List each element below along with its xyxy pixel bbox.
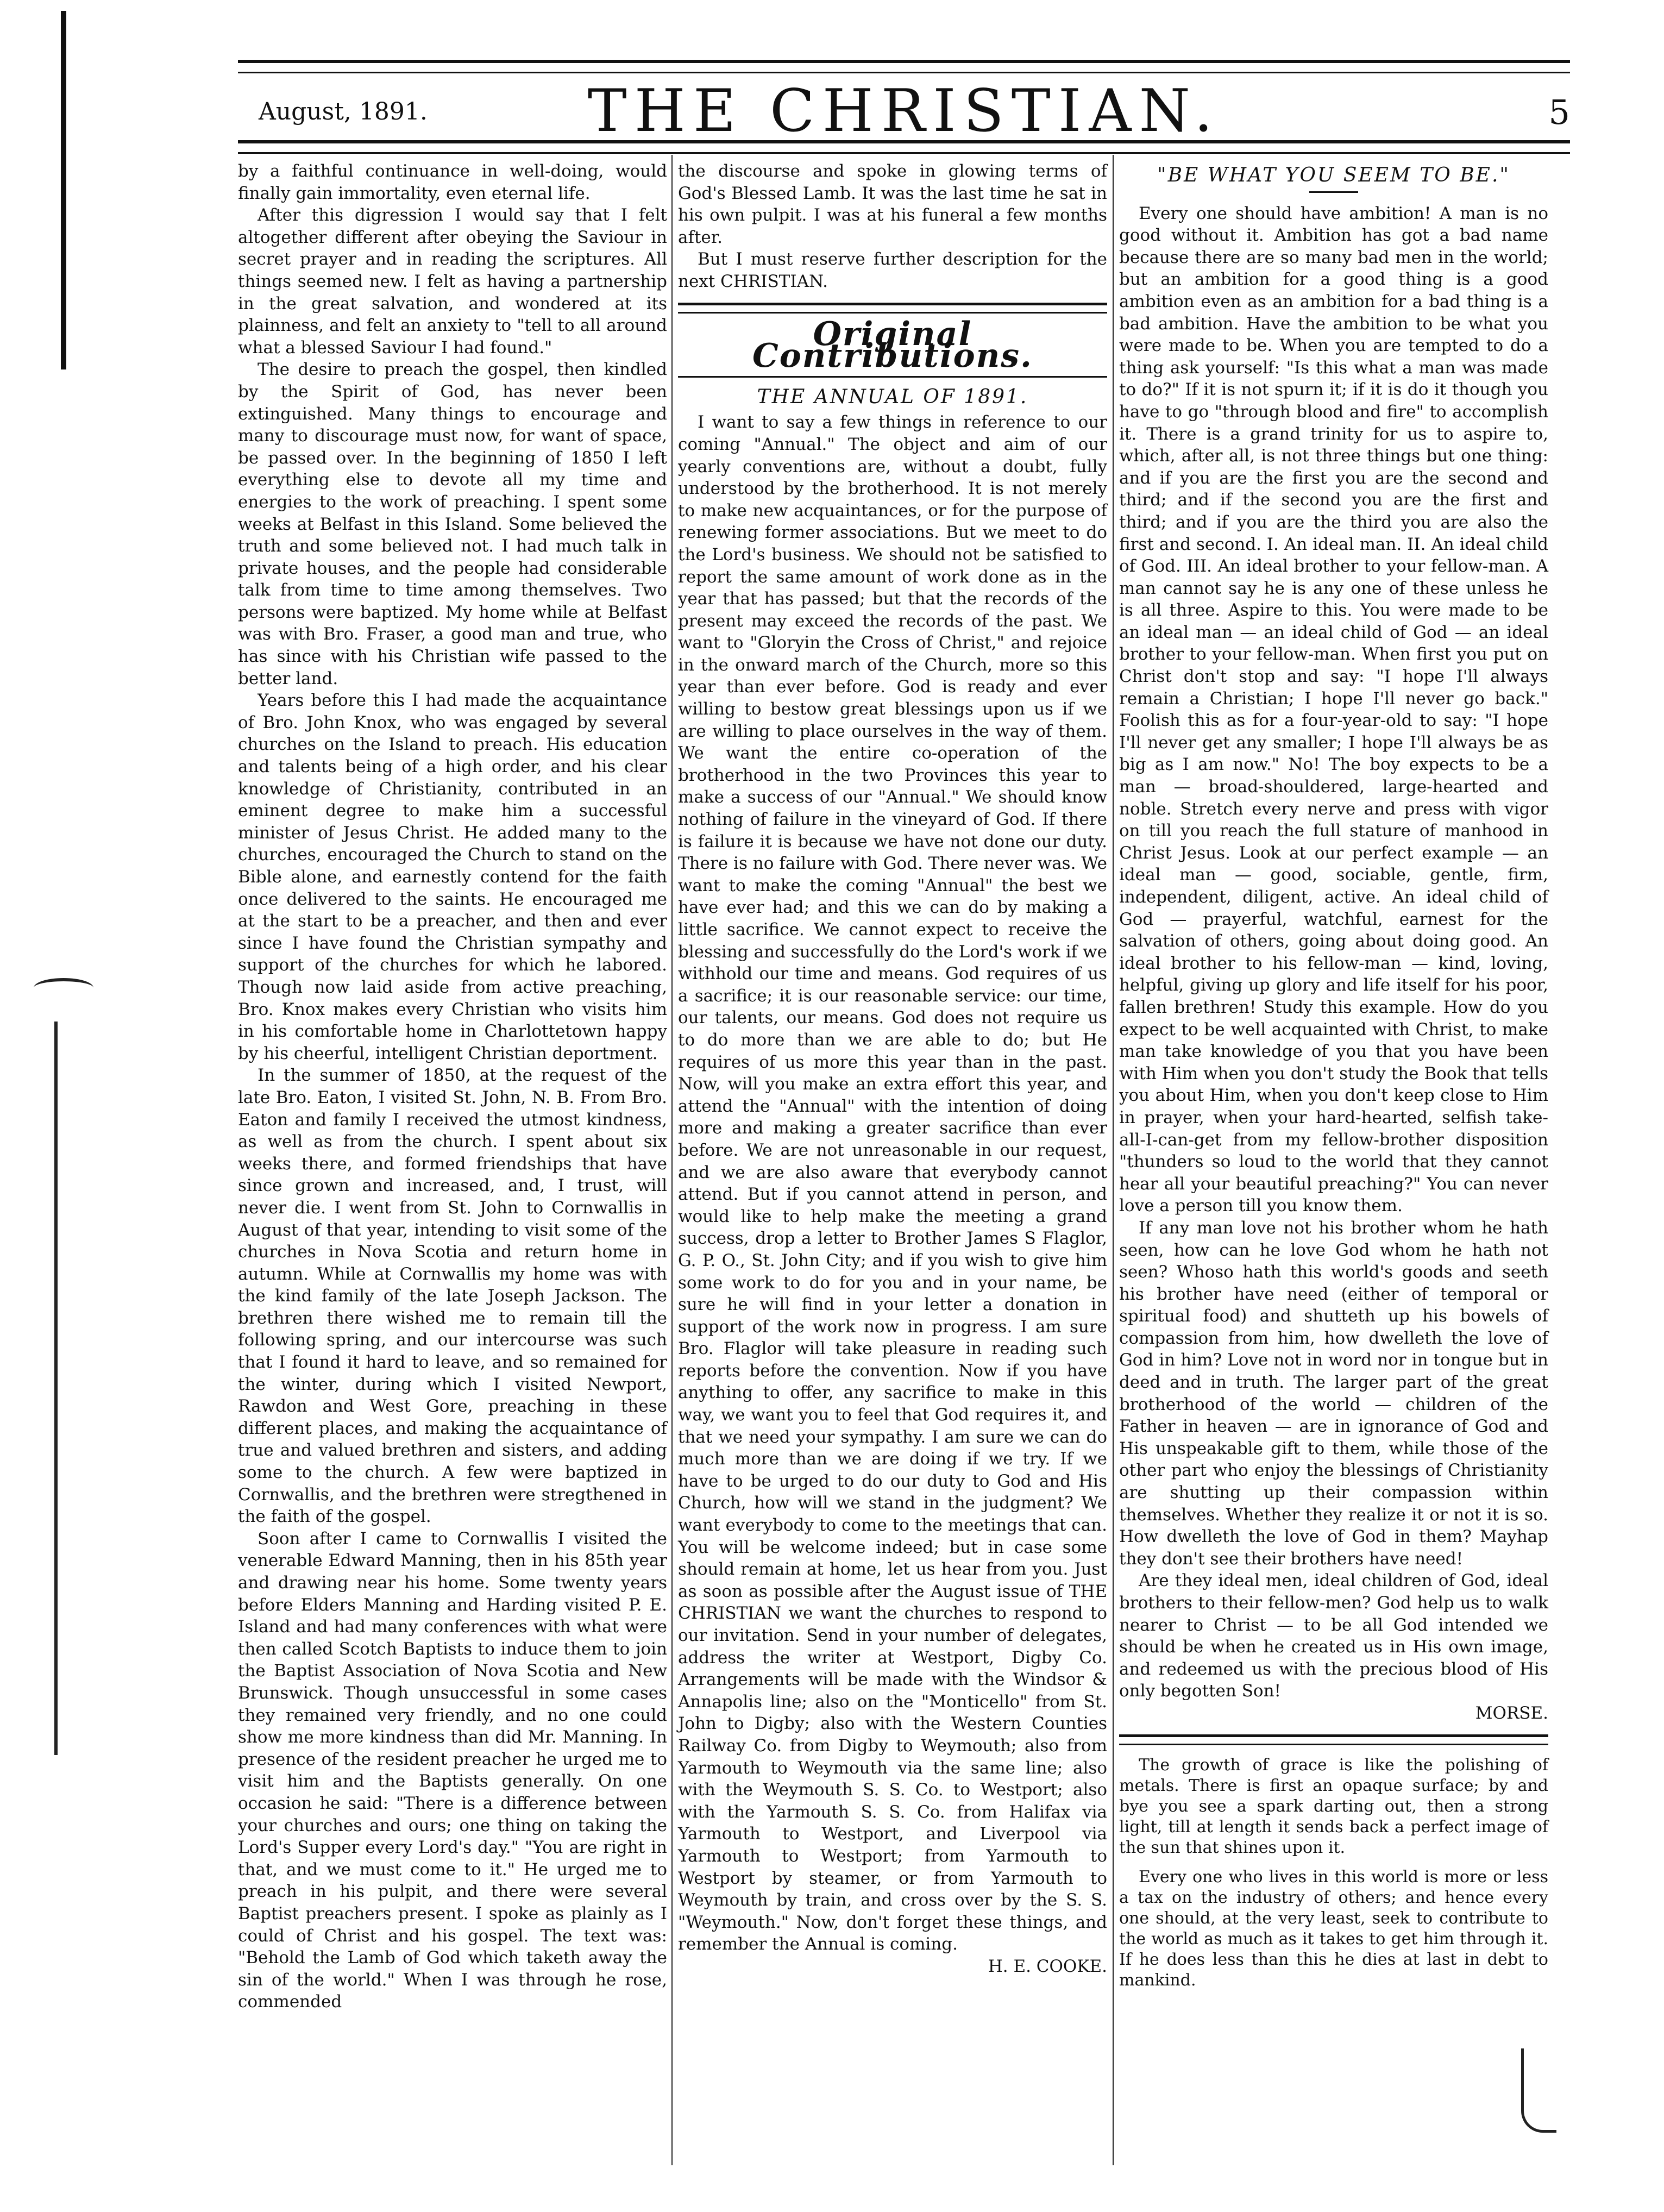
section-rule <box>678 376 1107 378</box>
binding-clip-mark <box>34 978 93 998</box>
newspaper-title: THE CHRISTIAN. <box>587 77 1221 145</box>
article-title: THE ANNUAL OF 1891. <box>757 385 1028 408</box>
signature-line <box>678 1956 1107 1978</box>
section-rule <box>1119 1734 1548 1745</box>
section-rule <box>678 303 1107 314</box>
article-signature: H. E. COOKE. <box>988 1956 1107 1976</box>
column-left <box>238 160 667 2013</box>
paragraph: Soon after I came to Cornwallis I visited the venerable Edward Manning, then in his 85th year and drawing near his home. Some twenty years before Elders Manning and Harding visited P. E. Island and had many conferences with what were then called Scotch Baptists to induce them to join the Baptist Association of Nova Scotia and New Brunswick. Though unsuccessful in some cases they remained very friendly, and no one could show me more kindness than did Mr. Manning. In presence of the resident preacher he urged me to visit him and the Baptists generally. On one occasion he said: "There is a difference between your churches and ours; one thing on taking the Lord's Supper every Lord's day." "You are right in that, and we must come to it." He urged me to preach in his pulpit, and there were several Baptist preachers present. I spoke as plainly as I could of Christ and his gospel. The text was: "Behold the Lamb of God which taketh away the sin of the world." When I was through he rose, commended <box>238 1528 667 2012</box>
paragraph: Are they ideal men, ideal children of God, ideal brothers to their fellow-men? God help us to walk nearer to Christ — to be all God intended we should be when he created us in His own image, and redeemed us with the precious blood of His only begotten Son! <box>1119 1571 1548 1701</box>
paragraph: After this digression I would say that I felt altogether different after obeying the Saviour in secret prayer and in reading the scriptures. All things seemed new. I felt as having a partnership in the great salvation, and wondered at its plainness, and felt an anxiety to "tell to all around what a blessed Saviour I had found." <box>238 205 667 358</box>
masthead-bottom-rule <box>238 140 1570 154</box>
paragraph: The desire to preach the gospel, then kindled by the Spirit of God, has never been extinguished. Many things to encourage and many to discourage must now, for want of space, be passed over. In the beginning of 1850 I left everything else to devote all my time and energies to the work of preaching. I spent some weeks at Belfast in this Island. Some believed the truth and some believed not. I had much talk in private houses, and the people had considerable talk from time to time among themselves. Two persons were baptized. My home while at Belfast was with Bro. Fraser, a good man and true, who has since with his Christian wife passed to the better land. <box>238 360 667 688</box>
paragraph: by a faithful continuance in well-doing, would finally gain immortality, even eternal life. <box>238 161 667 203</box>
issue-date: August, 1891. <box>259 98 428 126</box>
paragraph: the discourse and spoke in glowing terms of God's Blessed Lamb. It was the last time he sat in his own pulpit. I was at his funeral a few months after. <box>678 161 1107 247</box>
section-heading: Original Contributions. <box>752 315 1033 375</box>
paragraph: If any man love not his brother whom he hath seen, how can he love God whom he hath not seen? Whoso hath this world's goods and seeth his brother have need (either of temporal or spiritual food) and shutteth up his bowels of compassion from him, how dwelleth the love of God in him? Love not in word nor in tongue but in deed and in truth. The larger part of the great brotherhood of the world — children of the Father in heaven — are in ignorance of God and His unspeakable gift to them, while those of the other part who enjoy the blessings of Christianity are shutting up their compassion within themselves. Whether they realize it or not it is so. How dwelleth the love of God in them? Mayhap they don't see their brothers have need! <box>1119 1218 1548 1569</box>
binding-edge-mark-lower <box>54 1022 58 1755</box>
paragraph: The growth of grace is like the polishing of metals. There is first an opaque surface; by and bye you see a spark darting out, then a strong light, till at length it sends back a perfect image of the sun that shines upon it. <box>1119 1755 1548 1857</box>
paragraph: Every one who lives in this world is more or less a tax on the industry of others; and hence every one should, at the very least, seek to contribute to the world as much as it takes to get him through it. If he does less than this he dies at last in debt to mankind. <box>1119 1867 1548 1990</box>
column-divider <box>671 155 673 2165</box>
article-signature: MORSE. <box>1475 1703 1548 1723</box>
column-right <box>1119 160 1548 1991</box>
signature-line <box>1119 1702 1548 1725</box>
column-middle <box>678 160 1107 1978</box>
binding-edge-mark <box>61 11 66 369</box>
paragraph: Years before this I had made the acquaintance of Bro. John Knox, who was engaged by several churches on the Island to preach. His education and talents being of a high order, and his clear knowledge of Christianity, contributed in an eminent degree to make him a successful minister of Jesus Christ. He added many to the churches, encouraged the Church to stand on the Bible alone, and earnestly contend for the faith once delivered to the saints. He encouraged me at the start to be a preacher, and then and ever since I have found the Christian sympathy and support of the churches for which he labored. Though now laid aside from active preaching, Bro. Knox makes every Christian who visits him in his comfortable home in Charlottetown happy by his cheerful, intelligent Christian deportment. <box>238 691 667 1063</box>
page-number: 5 <box>1548 92 1570 132</box>
column-divider <box>1113 155 1114 2165</box>
paragraph: In the summer of 1850, at the request of the late Bro. Eaton, I visited St. John, N. B. From Bro. Eaton and family I received the utmost kindness, as well as from the church. I spent about six weeks there, and formed friendships that have since grown and increased, and, I trust, will never die. I went from St. John to Cornwallis in August of that year, intending to visit some of the churches in Nova Scotia and return home in autumn. While at Cornwallis my home was with the kind family of the late Joseph Jackson. The brethren there wished me to remain till the following spring, and our intercourse was such that I found it hard to leave, and so remained for the winter, during which I visited Newport, Rawdon and West Gore, preaching in these different places, and making the acquaintance of true and valued brethren and sisters, and adding some to the church. A few were baptized in Cornwallis, and the brethren were stregthened in the faith of the gospel. <box>238 1066 667 1527</box>
paragraph: I want to say a few things in reference to our coming "Annual." The object and aim of our yearly conventions are, without a doubt, fully understood by the brotherhood. It is not merely to make new acquaintances, or for the purpose of renewing former associations. But we meet to do the Lord's business. We should not be satisfied to report the same amount of work done as in the year that has passed; but that the records of the present may exceed the records of the past. We want to "Gloryin the Cross of Christ," and rejoice in the onward march of the Church, more so this year than ever before. God is ready and ever willing to bestow great blessings upon us if we are willing to place ourselves in the way of them. We want the entire co-operation of the brotherhood in the two Provinces this year to make a success of our "Annual." We should know nothing of failure in the vineyard of God. If there is failure it is because we have not done our duty. There is no failure with God. There never was. We want to make the coming "Annual" the best we have ever had; and this we can do by making a little sacrifice. We cannot expect to receive the blessing and successfully do the Lord's work if we withhold our time and means. God requires of us a sacrifice; it is our reasonable service: our time, our talents, our means. God does not require us to do more than we are able to do; but He requires of us more this year than in the past. Now, will you make an extra effort this year, and attend the "Annual" with the intention of doing more and making a greater sacrifice than ever before. We are not unreasonable in our request, and we are also aware that everybody cannot attend. But if you cannot attend in person, and would like to help make the meeting a grand success, drop a letter to Brother James S Flaglor, G. P. O., St. John City; and if you wish to give him some work to do for you and in your name, be sure he will find in your letter a donation in support of the work now in progress. I am sure Bro. Flaglor will take pleasure in reading such reports before the convention. Now if you have anything to offer, any sacrifice to make in this way, we want you to feel that God requires it, and that we need your sympathy. I am sure we can do much more than we are doing if we try. If we have to be urged to do our duty to God and His Church, how will we stand in the judgment? We want everybody to come to the meetings that can. You will be welcome indeed; but in case some should remain at home, let us hear from you. Just as soon as possible after the August issue of THE CHRISTIAN we want the churches to respond to our invitation. Send in your number of delegates, address the writer at Westport, Digby Co. Arrangements will be made with the Windsor & Annapolis line; also on the "Monticello" from St. John to Digby; also with the Western Counties Railway Co. from Digby to Weymouth; also from Yarmouth to Weymouth via the same line; also with the Weymouth S. S. Co. to Westport; also with the Yarmouth S. S. Co. from Halifax via Yarmouth to Westport, and Liverpool via Yarmouth to Westport; from Yarmouth to Westport by steamer, or from Yarmouth to Weymouth by train, and cross over by the S. S. "Weymouth." Now, don't forget these things, and remember the Annual is coming. <box>678 412 1107 1954</box>
article-title: "BE WHAT YOU SEEM TO BE." <box>1157 164 1510 186</box>
title-rule <box>1309 191 1358 193</box>
paragraph: But I must reserve further description for the next CHRISTIAN. <box>678 249 1107 291</box>
paragraph: Every one should have ambition! A man is no good without it. Ambition has got a bad name because there are so many bad men in the world; but an ambition for a good thing is a good ambition even as an ambition for a bad thing is a bad ambition. Have the ambition to be what you were made to be. When you are tempted to do a thing ask yourself: "Is this what a man was made to do?" If it is not spurn it; if it is do it though you have to go "through blood and fire" to accomplish it. There is a grand trinity for us to aspire to, which, after all, is not three things but one thing: and if you are the first you are the second and third; and if the second you are the first and third; and if you are the third you are also the first and second. I. An ideal man. II. An ideal child of God. III. An ideal brother to your fellow-man. A man cannot say he is any one of these unless he is all three. Aspire to this. You were made to be an ideal man — an ideal child of God — an ideal brother to your fellow-man. When first you put on Christ don't stop and say: "I hope I'll always remain a Christian; I hope I'll never go back." Foolish this as for a four-year-old to say: "I hope I'll never get any smaller; I hope I'll always be as big as I am now." No! The boy expects to be a man — broad-shouldered, large-hearted and noble. Stretch every nerve and press with vigor on till you reach the full stature of manhood in Christ Jesus. Look at our perfect example — an ideal man — good, sociable, gentle, firm, independent, diligent, active. An ideal child of God — prayerful, watchful, earnest for the salvation of others, going about doing good. An ideal brother to his fellow-man — kind, loving, helpful, giving up glory and life itself for his poor, fallen brethren! Study this example. How do you expect to be well acquainted with Christ, to make man take knowledge of you that you have been with Him when you don't study the Book that tells you about Him, when you don't keep close to Him in prayer, when your hard-hearted, selfish take-all-I-can-get from my fellow-brother disposition "thunders so loud to the world that they cannot hear all your beautiful preaching?" You can never love a person till you know them. <box>1119 203 1548 1216</box>
masthead <box>238 68 1570 150</box>
pen-mark <box>1521 2048 1556 2133</box>
